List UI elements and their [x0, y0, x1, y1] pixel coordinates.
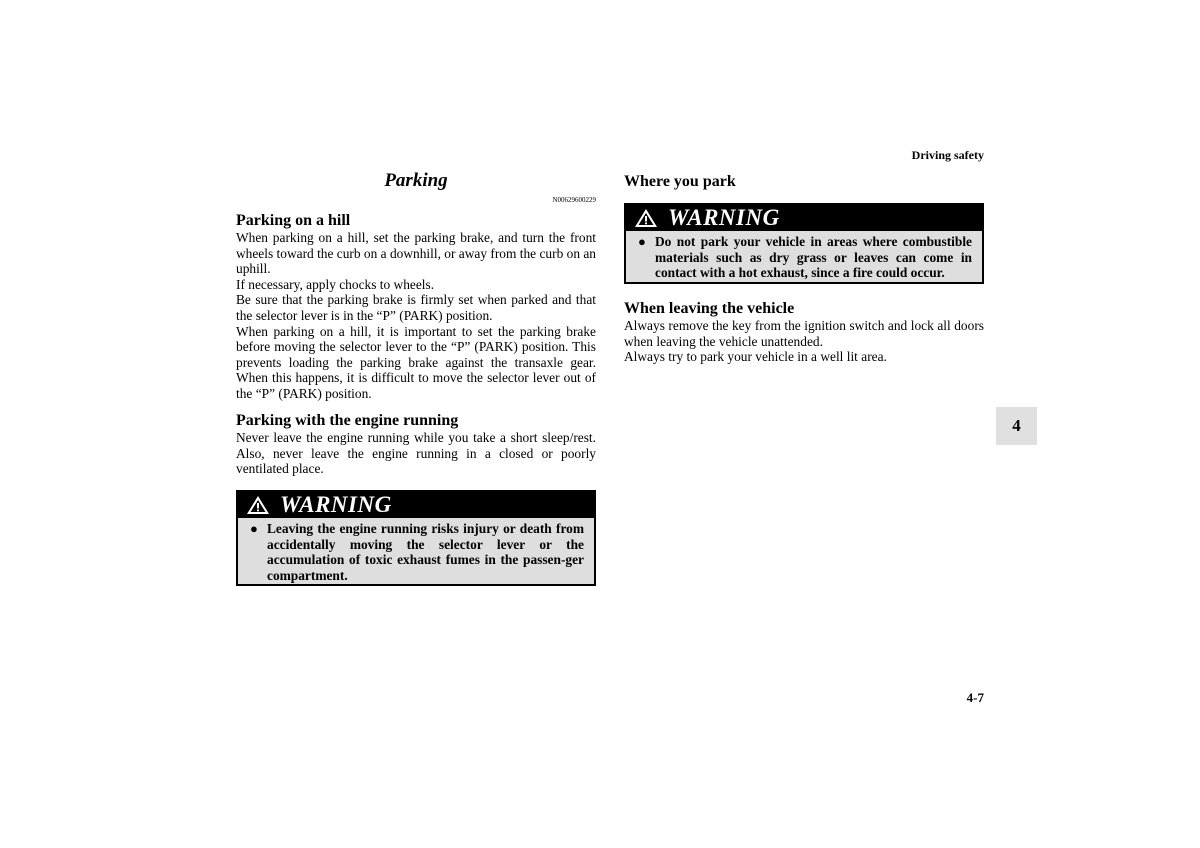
warning-header: [238, 492, 594, 518]
warning-triangle-icon: [246, 495, 270, 515]
page-title: Parking: [384, 170, 448, 191]
bullet-icon: ●: [638, 234, 646, 249]
document-code: N00629600229: [552, 196, 596, 204]
paragraph: When parking on a hill, set the parking brake, and turn the front wheels toward the curb on a downhill, or away from the curb on an uphill.: [236, 230, 596, 277]
heading-parking-hill: Parking on a hill: [236, 212, 351, 229]
warning-text: Do not park your vehicle in areas where combustible materials such as dry grass or leaves can come in contact with a hot exhaust, since a fire could occur.: [655, 234, 972, 281]
warning-title: WARNING: [668, 205, 780, 230]
paragraph: Always try to park your vehicle in a well lit area.: [624, 349, 887, 365]
paragraph: Be sure that the parking brake is firmly set when parked and that the selector lever is in the “P” (PARK) position.: [236, 292, 596, 323]
paragraph: If necessary, apply chocks to wheels.: [236, 276, 435, 292]
warning-body: [626, 231, 982, 284]
section-parking-hill: [236, 212, 596, 402]
warning-title: WARNING: [280, 492, 392, 517]
heading-leaving-vehicle: When leaving the vehicle: [624, 300, 795, 317]
page-number: 4-7: [966, 690, 984, 705]
warning-triangle-icon: [634, 208, 658, 228]
section-where-park: [624, 173, 984, 191]
section-leaving-vehicle: [624, 300, 984, 365]
warning-box: [624, 203, 984, 284]
section-header: Driving safety: [911, 148, 984, 162]
paragraph: Never leave the engine running while you take a short sleep/rest. Also, never leave the engine running in a closed or poorly ventilated place.: [236, 430, 596, 477]
warning-text: Leaving the engine running risks injury or death from accidentally moving the selector lever or the accumulation of toxic exhaust fumes in the passen-ger compartment.: [267, 521, 584, 583]
heading-where-park: Where you park: [624, 173, 736, 190]
heading-engine-running: Parking with the engine running: [236, 412, 459, 429]
chapter-tab: 4: [996, 407, 1037, 445]
warning-body: [238, 518, 594, 586]
warning-box: [236, 490, 596, 586]
paragraph: When parking on a hill, it is important to set the parking brake before moving the selector lever to the “P” (PARK) position. This prevents loading the parking brake against the transaxle gear. When this happens, it is difficult to move the selector lever out of the “P” (PARK) position.: [236, 323, 596, 401]
warning-header: [626, 205, 982, 231]
paragraph: Always remove the key from the ignition switch and lock all doors when leaving the vehicle unattended.: [624, 318, 984, 349]
section-engine-running: [236, 412, 596, 477]
bullet-icon: ●: [250, 521, 258, 536]
